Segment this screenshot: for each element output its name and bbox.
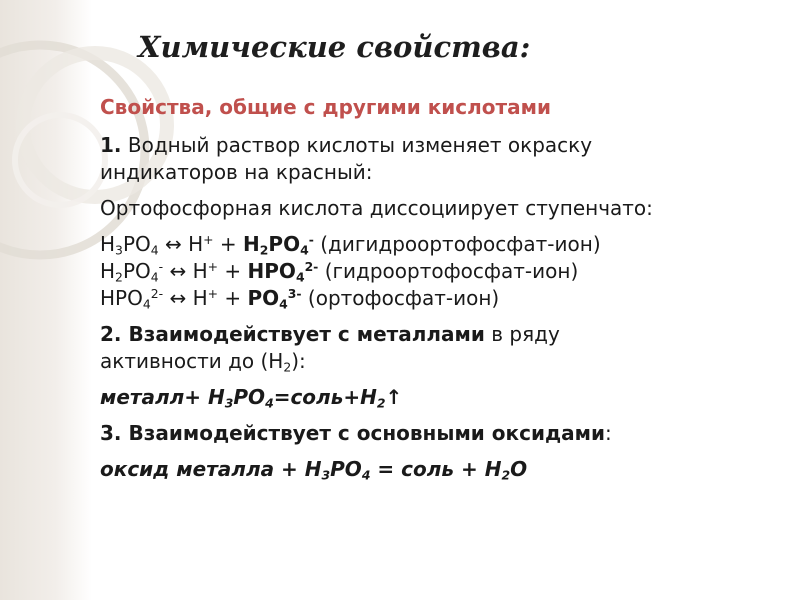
text-fragment: 2 (259, 242, 269, 258)
text-fragment: - (308, 232, 314, 248)
text-fragment: + (203, 232, 214, 248)
text-fragment: 3 (115, 242, 123, 258)
text-fragment: ): (291, 349, 306, 373)
text-fragment: + (224, 259, 242, 283)
equation-3-ion-name: (ортофосфат-ион) (307, 286, 500, 310)
slide-content (100, 132, 770, 483)
text-fragment: РО (233, 385, 266, 409)
equation-3 (100, 285, 770, 312)
text-fragment: + (207, 286, 219, 302)
text-fragment: =соль+Н (273, 385, 377, 409)
text-fragment: : (604, 421, 612, 445)
point-1-text: Водный раствор кислоты изменяет окраску (127, 133, 593, 157)
point-3-line (100, 420, 770, 447)
text-fragment: ↔ (169, 259, 187, 283)
text-fragment: ↔ (169, 286, 187, 310)
text-fragment: 3- (287, 286, 302, 302)
text-fragment: 2 (115, 269, 123, 285)
text-fragment: 2. Взаимодействует с металлами (100, 322, 485, 346)
equation-2 (100, 258, 770, 285)
text-fragment: 2 (501, 467, 511, 483)
point-1-line-2: индикаторов на красный: (100, 160, 373, 184)
point-1-number: 1. (100, 133, 122, 157)
text-fragment: PO (122, 259, 151, 283)
text-fragment: + (207, 259, 219, 275)
text-fragment: 4 (265, 395, 274, 411)
text-fragment: РО (330, 457, 362, 481)
text-fragment: HPO (100, 286, 143, 310)
text-fragment: - (158, 259, 164, 275)
text-fragment: О (510, 457, 528, 481)
reaction-metal (100, 384, 770, 411)
text-fragment: H (243, 232, 260, 256)
text-fragment: 2 (283, 359, 292, 375)
text-fragment: 3 (224, 395, 234, 411)
dissociation-intro: Ортофосфорная кислота диссоциирует ступенчато: (100, 196, 653, 220)
equation-2-ion-name: (гидроортофосфат-ион) (324, 259, 579, 283)
text-fragment: 2 (376, 395, 386, 411)
text-fragment: оксид металла + Н (100, 457, 322, 481)
text-fragment: в ряду (491, 322, 560, 346)
gas-arrow-icon: ↑ (385, 385, 403, 409)
text-fragment: H (188, 232, 204, 256)
equation-1 (100, 231, 770, 258)
text-fragment: 3. Взаимодействует с основными оксидами (100, 421, 605, 445)
text-fragment: H (192, 286, 208, 310)
text-fragment: 4 (361, 467, 371, 483)
point-1-line-1 (100, 132, 770, 159)
text-fragment: 4 (142, 296, 151, 312)
text-fragment: 2- (304, 259, 319, 275)
text-fragment: 4 (150, 242, 159, 258)
text-fragment: активности до (Н (100, 349, 284, 373)
text-fragment: 4 (300, 242, 309, 258)
point-2-line-2 (100, 348, 770, 375)
text-fragment: H (100, 232, 116, 256)
text-fragment: PO (268, 232, 301, 256)
text-fragment: H (100, 259, 116, 283)
text-fragment: + (219, 232, 237, 256)
section-subtitle: Свойства, общие с другими кислотами (100, 95, 551, 119)
reaction-oxide (100, 456, 770, 483)
point-2-line-1 (100, 321, 770, 348)
page-title: Химические свойства: (138, 30, 531, 64)
text-fragment: HPO (247, 259, 296, 283)
text-fragment: 4 (295, 269, 305, 285)
text-fragment: ↔ (165, 232, 182, 256)
text-fragment: PO (122, 232, 151, 256)
text-fragment: 2- (150, 286, 164, 302)
text-fragment: 3 (321, 467, 331, 483)
text-fragment: PO (247, 286, 280, 310)
equation-1-ion-name: (дигидроортофосфат-ион) (320, 232, 601, 256)
text-fragment: H (192, 259, 208, 283)
text-fragment: металл+ Н (100, 385, 225, 409)
text-fragment: 4 (150, 269, 159, 285)
text-fragment: = соль + Н (370, 457, 502, 481)
text-fragment: 4 (279, 296, 288, 312)
sidebar-band (0, 0, 92, 600)
text-fragment: + (224, 286, 242, 310)
